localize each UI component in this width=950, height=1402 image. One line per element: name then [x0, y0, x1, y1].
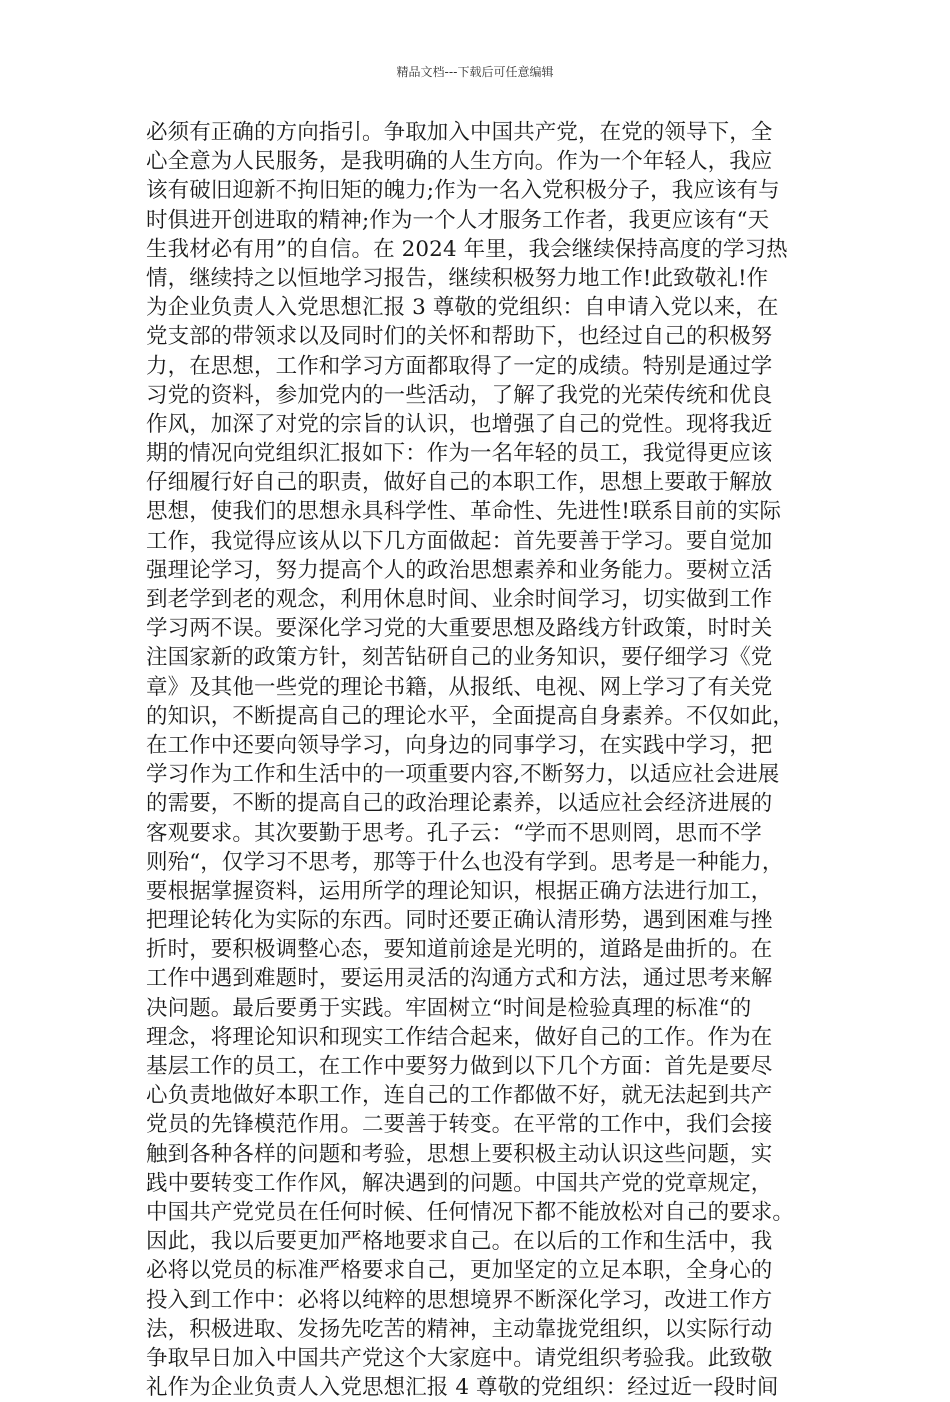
body-text-line: 党支部的带领求以及同时们的关怀和帮助下，也经过自己的积极努 [146, 324, 773, 350]
body-text-line: 思想，使我们的思想永具科学性、革命性、先进性!联系目前的实际 [146, 499, 782, 525]
body-text-line: 则殆“，仅学习不思考，那等于什么也没有学到。思考是一种能力， [146, 849, 784, 875]
body-text-line: 情，继续持之以恒地学习报告，继续积极努力地工作!此致敬礼!作 [146, 265, 769, 291]
body-text-line: 注国家新的政策方针，刻苦钻研自己的业务知识，要仔细学习《党 [146, 645, 773, 671]
body-text-line: 工作，我觉得应该从以下几方面做起：首先要善于学习。要自觉加 [146, 528, 773, 554]
body-text-line: 必将以党员的标准严格要求自己，更加坚定的立足本职，全身心的 [146, 1258, 773, 1284]
body-text-line: 基层工作的员工，在工作中要努力做到以下几个方面：首先是要尽 [146, 1054, 773, 1079]
body-text-line: 习党的资料，参加党内的一些活动，了解了我党的光荣传统和优良 [146, 382, 773, 408]
body-text-line: 心全意为人民服务，是我明确的人生方向。作为一个年轻人，我应 [146, 149, 773, 175]
body-text-line: 争取早日加入中国共产党这个大家庭中。请党组织考验我。此致敬 [146, 1345, 773, 1371]
body-text-line: 生我材必有用”的自信。在 2024 年里，我会继续保持高度的学习热 [146, 236, 788, 262]
body-text-line: 学习两不误。要深化学习党的大重要思想及路线方针政策，时时关 [146, 616, 773, 642]
body-text-line: 触到各种各样的问题和考验，思想上要积极主动认识这些问题，实 [146, 1141, 773, 1167]
body-text-line: 客观要求。其次要勤于思考。孔子云：“学而不思则罔，思而不学 [146, 820, 762, 846]
body-text-line: 在工作中还要向领导学习，向身边的同事学习，在实践中学习，把 [146, 732, 773, 758]
body-text-line: 党员的先锋模范作用。二要善于转变。在平常的工作中，我们会接 [146, 1112, 773, 1138]
body-text-line: 必须有正确的方向指引。争取加入中国共产党，在党的领导下，全 [146, 120, 773, 145]
body-text-line: 为企业负责人入党思想汇报 3 尊敬的党组织：自申请入党以来，在 [146, 295, 779, 321]
body-text-line: 的知识，不断提高自己的理论水平，全面提高自身素养。不仅如此， [146, 703, 795, 729]
body-text-line: 中国共产党党员在任何时候、任何情况下都不能放松对自己的要求。 [146, 1199, 795, 1225]
body-text-line: 投入到工作中：必将以纯粹的思想境界不断深化学习，改进工作方 [146, 1287, 773, 1313]
body-text-line: 的需要，不断的提高自己的政治理论素养，以适应社会经济进展的 [146, 791, 773, 817]
body-text-line: 理念，将理论知识和现实工作结合起来，做好自己的工作。作为在 [146, 1024, 773, 1050]
body-text-line: 期的情况向党组织汇报如下：作为一名年轻的员工，我觉得更应该 [146, 441, 773, 467]
body-text-line: 践中要转变工作作风，解决遇到的问题。中国共产党的党章规定， [146, 1170, 773, 1196]
body-text-line: 时俱进开创进取的精神;作为一个人才服务工作者，我更应该有“天 [146, 207, 770, 233]
body-text-line: 到老学到老的观念，利用休息时间、业余时间学习，切实做到工作 [146, 587, 773, 612]
body-text-line: 仔细履行好自己的职责，做好自己的本职工作，思想上要敢于解放 [146, 470, 773, 496]
body-text-line: 要根据掌握资料，运用所学的理论知识，根据正确方法进行加工， [146, 878, 773, 904]
body-text-line: 礼作为企业负责人入党思想汇报 4 尊敬的党组织：经过近一段时间 [146, 1375, 779, 1401]
body-text-line: 工作中遇到难题时，要运用灵活的沟通方式和方法，通过思考来解 [146, 966, 773, 992]
body-text-line: 力，在思想，工作和学习方面都取得了一定的成绩。特别是通过学 [146, 353, 773, 379]
body-text-line: 作风，加深了对党的宗旨的认识，也增强了自己的党性。现将我近 [146, 411, 773, 437]
body-text-line: 决问题。最后要勇于实践。牢固树立“时间是检验真理的标准“的 [146, 995, 752, 1021]
body-text-line: 学习作为工作和生活中的一项重要内容,不断努力，以适应社会进展 [146, 762, 780, 788]
document-body [146, 118, 806, 1402]
body-text-line: 该有破旧迎新不拘旧矩的魄力;作为一名入党积极分子，我应该有与 [146, 178, 780, 204]
body-text-line: 法，积极进取、发扬先吃苦的精神，主动靠拢党组织，以实际行动 [146, 1316, 773, 1342]
body-text-line: 心负责地做好本职工作，连自己的工作都做不好，就无法起到共产 [146, 1083, 773, 1109]
page-header: 精品文档---下载后可任意编辑 [396, 65, 554, 79]
body-text-line: 折时，要积极调整心态，要知道前途是光明的，道路是曲折的。在 [146, 937, 773, 963]
body-text-line: 把理论转化为实际的东西。同时还要正确认清形势，遇到困难与挫 [146, 908, 773, 934]
body-text-line: 章》及其他一些党的理论书籍，从报纸、电视、网上学习了有关党 [146, 674, 773, 700]
body-text-line: 强理论学习，努力提高个人的政治思想素养和业务能力。要树立活 [146, 557, 773, 583]
body-text-line: 因此，我以后要更加严格地要求自己。在以后的工作和生活中，我 [146, 1229, 773, 1255]
